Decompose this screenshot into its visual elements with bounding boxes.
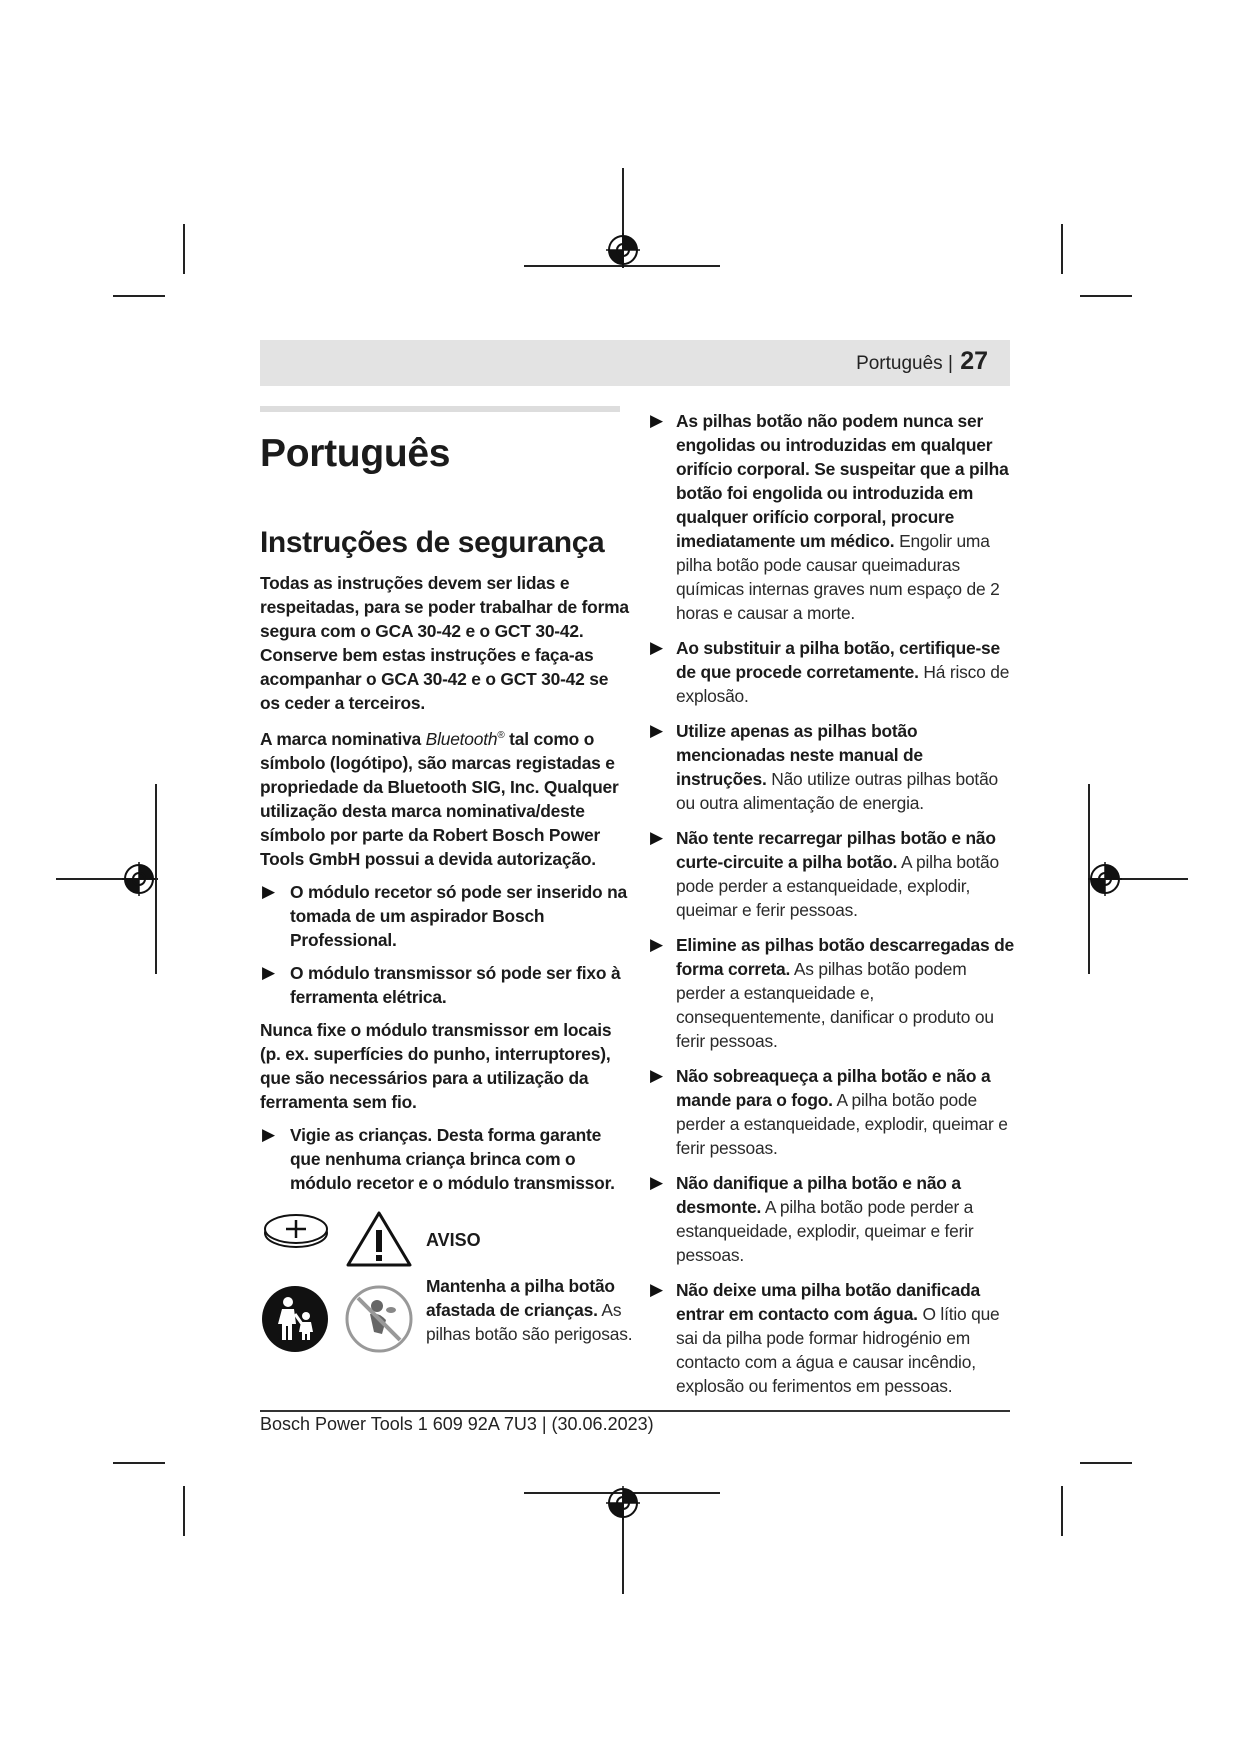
bullet-arrow-icon: ▶ [650, 411, 663, 430]
bullet-item [648, 636, 1018, 708]
crop-line [1061, 1486, 1063, 1536]
bullet-bold-text: Ao substituir a pilha botão, certifique-se de que procede corretamente. [676, 638, 1000, 682]
bullet-arrow-icon: ▶ [650, 638, 663, 657]
bullet-normal-text: A pilha botão pode perder a estanqueidade, explodir, queimar e ferir pessoas. [676, 1197, 974, 1265]
bullet-item [648, 1171, 1018, 1267]
bullet-normal-text: Engolir uma pilha botão pode causar queimaduras químicas internas graves num espaço de 2 horas e causar a morte. [676, 531, 1000, 623]
crop-line [183, 1486, 185, 1536]
header-text [856, 347, 988, 376]
crop-line [183, 224, 185, 274]
bullet-arrow-icon: ▶ [650, 1173, 663, 1192]
bullet-bold-text: Vigie as crianças. Desta forma garante que nenhuma criança brinca com o módulo recetor e o módulo transmissor. [290, 1124, 615, 1193]
bullet-arrow-icon: ▶ [650, 721, 663, 740]
page-number: 27 [960, 347, 988, 375]
warning-text [426, 1274, 636, 1346]
title-rule [260, 406, 620, 412]
bullet-bold-text: O módulo recetor só pode ser inserido na tomada de um aspirador Bosch Professional. [290, 881, 627, 950]
crop-line [113, 1462, 165, 1464]
bullet-arrow-icon: ▶ [262, 962, 275, 982]
bullet-bold-text: Não sobreaqueça a pilha botão e não a mande para o fogo. [676, 1066, 991, 1110]
bullet-normal-text: A pilha botão pode perder a estanqueidade, explodir, queimar e ferir pessoas. [676, 852, 999, 920]
page-header [260, 340, 1010, 386]
crop-line [1061, 224, 1063, 274]
registration-mark-icon [606, 233, 640, 267]
bullet-item [260, 961, 630, 1009]
registration-mark-icon [122, 862, 156, 896]
intro-paragraph: Todas as instruções devem ser lidas e respeitadas, para se poder trabalhar de forma segura com o GCA 30-42 e o GCT 30-42. Conserve bem estas instruções e faça-as acompanhar o GCA 30-42 e o GCT 30-42 se os ceder a terceiros. [260, 573, 629, 713]
section-title: Instruções de segurança [260, 526, 605, 559]
trademark-before: A marca nominativa [260, 728, 426, 749]
bullet-arrow-icon: ▶ [650, 935, 663, 954]
right-column [648, 409, 1018, 1409]
header-language: Português [856, 353, 943, 374]
bullet-item [260, 1123, 630, 1195]
bullet-item [260, 880, 630, 952]
left-bullet-list-2 [260, 1123, 630, 1195]
bullet-bold-text: Elimine as pilhas botão descarregadas de forma correta. [676, 935, 1015, 979]
bullet-item [648, 933, 1018, 1053]
crop-line [1080, 1462, 1132, 1464]
button-cell-battery-icon [262, 1212, 330, 1250]
header-separator: | [947, 353, 953, 374]
left-column [260, 571, 630, 1204]
warning-block [260, 1210, 640, 1380]
bullet-item [648, 1064, 1018, 1160]
footer-rule [260, 1410, 1010, 1412]
bullet-arrow-icon: ▶ [262, 1124, 275, 1144]
bullet-arrow-icon: ▶ [650, 1066, 663, 1085]
bullet-normal-text: Não utilize outras pilhas botão ou outra alimentação de energia. [676, 769, 999, 813]
trademark-after: tal como o símbolo (logótipo), são marcas registadas e propriedade da Bluetooth SIG, Inc. Qualquer utilização desta marca nominativa/deste símbolo por parte da Robert Bosch Power Tools GmbH possui a devida autorização. [260, 728, 619, 869]
bullet-arrow-icon: ▶ [650, 828, 663, 847]
keep-away-from-children-icon [260, 1284, 330, 1354]
crop-line [1080, 295, 1132, 297]
warning-triangle-icon [345, 1210, 413, 1268]
left-bullet-list-1 [260, 880, 630, 1009]
warning-bold: Mantenha a pilha botão afastada de crianças. [426, 1276, 615, 1320]
trademark-brand: Bluetooth [425, 728, 498, 749]
bullet-bold-text: Não deixe uma pilha botão danificada entrar em contacto com água. [676, 1280, 980, 1324]
bullet-item [648, 1278, 1018, 1398]
registration-mark-icon [606, 1486, 640, 1520]
bullet-bold-text: Não danifique a pilha botão e não a desmonte. [676, 1173, 961, 1217]
fixing-paragraph: Nunca fixe o módulo transmissor em locais (p. ex. superfícies do punho, interruptores), que são necessários para a utilização da ferramenta sem fio. [260, 1019, 612, 1112]
bullet-bold-text: As pilhas botão não podem nunca ser engolidas ou introduzidas em qualquer orifício corporal. Se suspeitar que a pilha botão foi engolida ou introduzida em qualquer orifício corporal, procure imediatamente um médico. [676, 411, 1009, 551]
page-footer: Bosch Power Tools 1 609 92A 7U3 | (30.06.2023) [260, 1414, 654, 1434]
trademark-reg: ® [497, 730, 505, 741]
bullet-bold-text: Utilize apenas as pilhas botão mencionadas neste manual de instruções. [676, 721, 923, 789]
registration-mark-icon [1088, 862, 1122, 896]
warning-normal: As pilhas botão são perigosas. [426, 1300, 633, 1344]
bullet-normal-text: A pilha botão pode perder a estanqueidade, explodir, queimar e ferir pessoas. [676, 1090, 1008, 1158]
warning-label: AVISO [426, 1230, 481, 1250]
bullet-arrow-icon: ▶ [650, 1280, 663, 1299]
crop-line [113, 295, 165, 297]
bullet-normal-text: As pilhas botão podem perder a estanqueidade e, consequentemente, danificar o produto ou ferir pessoas. [676, 959, 994, 1051]
bullet-normal-text: Há risco de explosão. [676, 662, 1010, 706]
bullet-item [648, 826, 1018, 922]
bullet-item [648, 409, 1018, 625]
page-title: Português [260, 432, 451, 475]
bullet-arrow-icon: ▶ [262, 881, 275, 901]
bullet-normal-text: O lítio que sai da pilha pode formar hidrogénio em contacto com a água e causar incêndio, explosão ou ferimentos em pessoas. [676, 1304, 1000, 1396]
bullet-item [648, 719, 1018, 815]
bullet-bold-text: Não tente recarregar pilhas botão e não curte-circuite a pilha botão. [676, 828, 996, 872]
bullet-bold-text: O módulo transmissor só pode ser fixo à ferramenta elétrica. [290, 962, 621, 1007]
no-swallowing-child-icon [344, 1284, 414, 1354]
trademark-paragraph [260, 724, 630, 871]
